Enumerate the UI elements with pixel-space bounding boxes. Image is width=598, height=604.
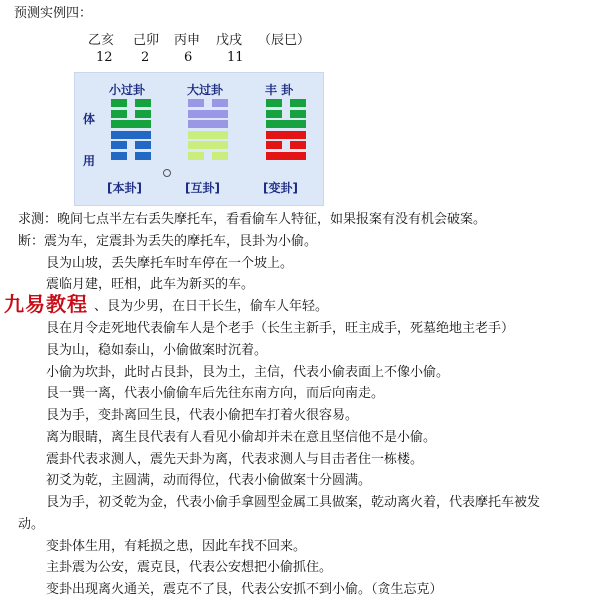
paragraph: 、艮为少男，在日干长生，偷车人年轻。 [94,299,329,314]
ganzhi-pillar-hour: 戊戌 [216,33,243,48]
yang-line [188,131,228,139]
line-segment [290,141,306,149]
line-segment [266,152,306,160]
hexagram-caption-bian: [变卦] [263,181,298,195]
line-segment [266,141,282,149]
line-segment [135,99,151,107]
line-segment [266,120,306,128]
paragraph: 艮为山坡，丢失摩托车时车停在一个坡上。 [46,256,294,271]
yin-line [111,99,151,107]
paragraph: 艮为手，初爻乾为金，代表小偷手拿圆型金属工具做案，乾动离火着，代表摩托车被发 [46,495,541,510]
yang-line [266,120,306,128]
line-segment [111,141,127,149]
yang-line [266,152,306,160]
hexagram-name-bian: 丰 卦 [265,83,294,97]
paragraph: 艮在月令走死地代表偷车人是个老手（长生主新手，旺主成手，死墓绝地主老手） [46,321,515,336]
ganzhi-number-month: 2 [141,50,150,65]
yang-line [111,120,151,128]
paragraph: 变卦体生用，有耗损之患，因此车找不回来。 [46,539,307,554]
line-segment [266,131,306,139]
ganzhi-number-day: 6 [184,50,193,65]
ganzhi-number-hour: 11 [227,50,244,65]
paragraph: 断：震为车，定震卦为丢失的摩托车，艮卦为小偷。 [18,234,318,249]
line-segment [111,152,127,160]
yin-line [266,110,306,118]
yin-line [188,152,228,160]
line-segment [266,110,282,118]
ganzhi-number-year: 12 [96,50,113,65]
line-segment [188,152,204,160]
paragraph: 小偷为坎卦，此时占艮卦，艮为土，主信，代表小偷表面上不像小偷。 [46,365,450,380]
heading: 预测实例四： [14,6,93,21]
yin-line [111,152,151,160]
moving-line-marker [163,169,171,177]
line-segment [212,99,228,107]
yang-line [111,131,151,139]
paragraph: 艮为手，变卦离回生艮，代表小偷把车打着火很容易。 [46,408,359,423]
paragraph: 初爻为乾，主圆满，动而得位，代表小偷做案十分圆满。 [46,473,372,488]
side-label-ti: 体 [83,112,96,126]
paragraph: 求测：晚间七点半左右丢失摩托车，看看偷车人特征，如果报案有没有机会破案。 [18,212,487,227]
line-segment [266,99,282,107]
paragraph: 动。 [18,517,45,532]
paragraph: 艮为山，稳如泰山，小偷做案时沉着。 [46,343,268,358]
line-segment [135,141,151,149]
yin-line [266,99,306,107]
paragraph: 震临月建，旺相，此车为新买的车。 [46,277,255,292]
hexagram-hu [188,99,228,163]
line-segment [111,120,151,128]
line-segment [135,152,151,160]
paragraph: 艮一巽一离，代表小偷偷车后先往东南方向，而后向南走。 [46,386,385,401]
line-segment [111,131,151,139]
ganzhi-pillar-day: 丙申 [174,33,201,48]
side-label-yong: 用 [83,154,96,168]
line-segment [111,99,127,107]
hexagram-diagram [74,72,324,206]
hexagram-name-ben: 小过卦 [109,83,146,97]
line-segment [188,120,228,128]
line-segment [135,110,151,118]
yang-line [188,141,228,149]
line-segment [188,110,228,118]
yang-line [188,110,228,118]
hexagram-caption-ben: [本卦] [107,181,142,195]
line-segment [290,110,306,118]
line-segment [188,131,228,139]
yin-line [188,99,228,107]
line-segment [290,99,306,107]
yang-line [266,131,306,139]
yang-line [188,120,228,128]
paragraph: 离为眼睛，离生艮代表有人看见小偷却并未在意且坚信他不是小偷。 [46,430,437,445]
watermark: 九易教程 [4,292,88,316]
line-segment [188,99,204,107]
ganzhi-pillar-year: 乙亥 [88,33,115,48]
hexagram-ben [111,99,151,163]
yin-line [111,110,151,118]
paragraph: 变卦出现离火通关，震克不了艮，代表公安抓不到小偷。（贪生忘克） [46,582,443,597]
line-segment [111,110,127,118]
ganzhi-pillar-month: 己卯 [133,33,160,48]
hexagram-caption-hu: [互卦] [185,181,220,195]
line-segment [188,141,228,149]
ganzhi-void: （辰巳） [258,33,311,48]
paragraph: 震卦代表求测人，震先天卦为离，代表求测人与目击者住一栋楼。 [46,452,424,467]
hexagram-name-hu: 大过卦 [187,83,224,97]
paragraph: 主卦震为公安，震克艮，代表公安想把小偷抓住。 [46,560,333,575]
line-segment [212,152,228,160]
yin-line [266,141,306,149]
hexagram-bian [266,99,306,163]
yin-line [111,141,151,149]
